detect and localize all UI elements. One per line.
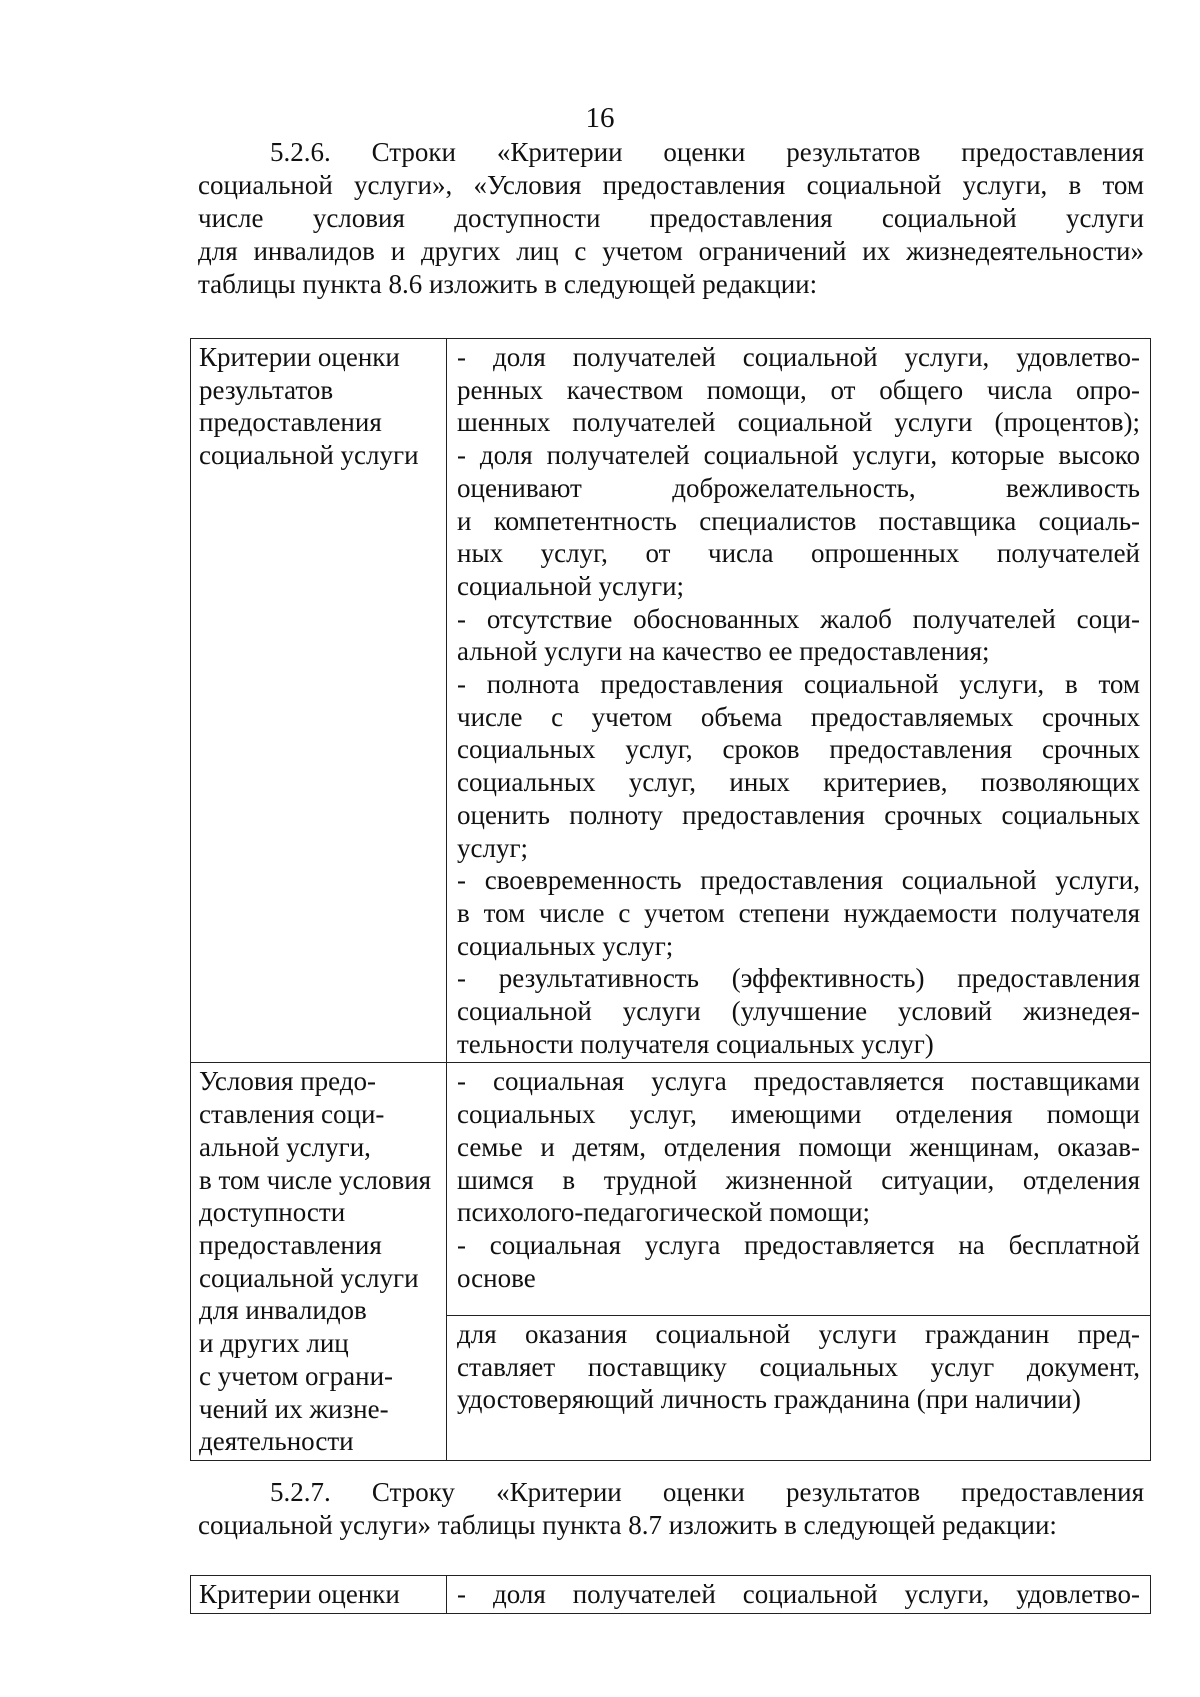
- value-line: семье и детям, отделения помощи женщинам, оказав-: [457, 1131, 1140, 1162]
- criteria-table-8-7: [190, 1575, 1151, 1614]
- label-line: для инвалидов: [199, 1295, 367, 1326]
- value-line: числе с учетом объема предоставляемых срочных: [457, 701, 1140, 732]
- value-line: ных услуг, от числа опрошенных получателей: [457, 538, 1140, 569]
- table-row: [191, 339, 1151, 1063]
- label-line: социальной услуги: [199, 1262, 419, 1293]
- label-line: ставления соци-: [199, 1099, 385, 1130]
- text-line: 5.2.7. Строку «Критерии оценки результатов предоставления: [270, 1477, 1144, 1507]
- text-line: для инвалидов и других лиц с учетом ограничений их жизнедеятельности»: [198, 236, 1144, 266]
- value-line: - социальная услуга предоставляется поставщиками: [457, 1066, 1140, 1097]
- value-line: удостоверяющий личность гражданина (при наличии): [457, 1384, 1081, 1415]
- value-line: социальных услуг, иных критериев, позволяющих: [457, 767, 1140, 798]
- table-row: [191, 1063, 1151, 1315]
- value-line: и компетентность специалистов поставщика социаль-: [457, 505, 1140, 536]
- label-line: с учетом ограни-: [199, 1360, 394, 1391]
- paragraph-5-2-6: [198, 136, 1144, 301]
- label-line: доступности: [199, 1197, 346, 1228]
- text-line: числе условия доступности предоставления социальной услуги: [198, 203, 1144, 233]
- label-line: результатов: [199, 374, 334, 405]
- label-line: Условия предо-: [199, 1066, 377, 1097]
- value-line: тельности получателя социальных услуг): [457, 1028, 934, 1059]
- value-line: ставляет поставщику социальных услуг документ,: [457, 1351, 1140, 1382]
- label-line: и других лиц: [199, 1328, 349, 1359]
- label-line: в том числе условия: [199, 1164, 432, 1195]
- row-value-criteria: [447, 1576, 1151, 1614]
- row-value-conditions-b: [447, 1315, 1151, 1460]
- value-line: - результативность (эффективность) предоставления: [457, 963, 1140, 994]
- value-line: шимся в трудной жизненной ситуации, отделения: [457, 1164, 1140, 1195]
- value-line: социальной услуги (улучшение условий жизнедея-: [457, 996, 1140, 1027]
- page-number: 16: [585, 102, 615, 134]
- criteria-table-8-6: [190, 338, 1151, 1461]
- value-line: социальных услуг, сроков предоставления срочных: [457, 734, 1140, 765]
- row-value-conditions-a: [447, 1063, 1151, 1315]
- value-line: социальных услуг, имеющими отделения помощи: [457, 1099, 1140, 1130]
- value-line: - отсутствие обоснованных жалоб получателей соци-: [457, 603, 1140, 634]
- label-line: Критерии оценки: [199, 1579, 400, 1609]
- text-line: социальной услуги» таблицы пункта 8.7 изложить в следующей редакции:: [198, 1510, 1057, 1540]
- value-line: социальных услуг;: [457, 930, 674, 961]
- value-line: социальной услуги;: [457, 570, 685, 601]
- label-line: чений их жизне-: [199, 1393, 389, 1424]
- row-label-criteria: [191, 1576, 447, 1614]
- paragraph-5-2-7: [198, 1476, 1144, 1542]
- label-line: предоставления: [199, 407, 382, 438]
- value-line: основе: [457, 1262, 536, 1293]
- value-line: шенных получателей социальной услуги (процентов);: [457, 407, 1140, 438]
- text-line: социальной услуги», «Условия предоставления социальной услуги, в том: [198, 170, 1144, 200]
- value-line: услуг;: [457, 832, 529, 863]
- row-value-criteria: [447, 339, 1151, 1063]
- row-label-criteria: [191, 339, 447, 1063]
- text-line: 5.2.6. Строки «Критерии оценки результатов предоставления: [270, 137, 1144, 167]
- label-line: социальной услуги: [199, 440, 419, 471]
- label-line: Критерии оценки: [199, 342, 400, 372]
- value-line: - доля получателей социальной услуги, удовлетво-: [457, 1579, 1140, 1609]
- value-line: - своевременность предоставления социальной услуги,: [457, 865, 1140, 896]
- value-line: ренных качеством помощи, от общего числа опро-: [457, 374, 1140, 405]
- table-row: [191, 1576, 1151, 1614]
- value-line: в том числе с учетом степени нуждаемости получателя: [457, 897, 1140, 928]
- value-line: альной услуги на качество ее предоставления;: [457, 636, 990, 667]
- label-line: предоставления: [199, 1229, 382, 1260]
- label-line: деятельности: [199, 1426, 354, 1457]
- row-label-conditions: [191, 1063, 447, 1460]
- value-line: - полнота предоставления социальной услуги, в том: [457, 669, 1140, 700]
- value-line: - социальная услуга предоставляется на бесплатной: [457, 1229, 1140, 1260]
- value-line: оценивают доброжелательность, вежливость: [457, 472, 1140, 503]
- value-line: оценить полноту предоставления срочных социальных: [457, 799, 1140, 830]
- label-line: альной услуги,: [199, 1131, 371, 1162]
- value-line: - доля получателей социальной услуги, которые высоко: [457, 440, 1140, 471]
- value-line: - доля получателей социальной услуги, удовлетво-: [457, 342, 1140, 372]
- value-line: для оказания социальной услуги гражданин пред-: [457, 1318, 1140, 1349]
- text-line: таблицы пункта 8.6 изложить в следующей редакции:: [198, 269, 818, 299]
- value-line: психолого-педагогической помощи;: [457, 1197, 871, 1228]
